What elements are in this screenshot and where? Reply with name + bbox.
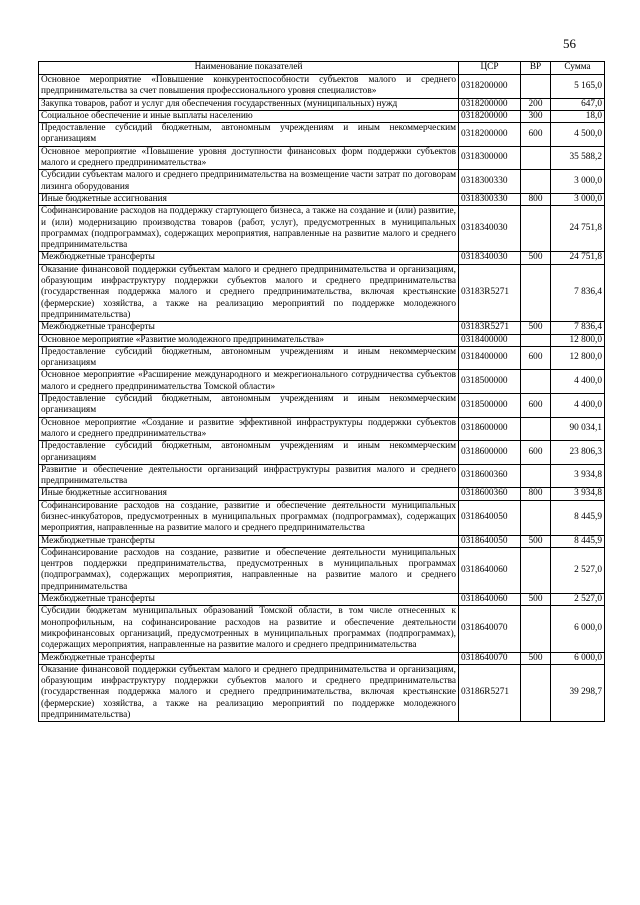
row-vr-cell (521, 206, 551, 252)
row-name-cell: Межбюджетные трансферты (39, 652, 459, 664)
row-name-cell: Социальное обеспечение и иные выплаты населению (39, 110, 459, 122)
row-vr-cell (521, 75, 551, 99)
row-vr-cell (521, 334, 551, 346)
table-row (39, 417, 605, 441)
row-csr-cell: 0318340030 (459, 252, 521, 264)
table-row (39, 652, 605, 664)
row-name-cell: Предоставление субсидий бюджетным, автономным учреждениям и иным некоммерческим организациям (39, 123, 459, 147)
row-name-cell: Закупка товаров, работ и услуг для обеспечения государственных (муниципальных) нужд (39, 98, 459, 110)
row-csr-cell: 0318640050 (459, 500, 521, 535)
row-sum-cell: 6 000,0 (551, 652, 605, 664)
table-body (39, 75, 605, 722)
row-sum-cell: 5 165,0 (551, 75, 605, 99)
row-vr-cell: 500 (521, 322, 551, 334)
table-row (39, 252, 605, 264)
row-sum-cell: 90 034,1 (551, 417, 605, 441)
row-csr-cell: 0318640060 (459, 594, 521, 606)
row-name-cell: Предоставление субсидий бюджетным, автономным учреждениям и иным некоммерческим организациям (39, 346, 459, 370)
header-vr: ВР (521, 62, 551, 75)
row-vr-cell (521, 500, 551, 535)
row-vr-cell (521, 417, 551, 441)
row-sum-cell: 2 527,0 (551, 594, 605, 606)
table-row (39, 170, 605, 194)
row-name-cell: Субсидии субъектам малого и среднего предпринимательства на возмещение части затрат по договорам лизинга оборудования (39, 170, 459, 194)
row-csr-cell: 0318600360 (459, 464, 521, 488)
row-sum-cell: 8 445,9 (551, 535, 605, 547)
row-name-cell: Софинансирование расходов на поддержку стартующего бизнеса, а также на создание и (или) развитие, и (или) модернизацию производства товаров (работ, услуг), предусмотренных в муниципальных программах (подпрограммах), содержащих мероприятия, направленные на развитие малого и среднего предпринимательства (39, 206, 459, 252)
row-csr-cell: 0318300000 (459, 146, 521, 170)
table-row (39, 464, 605, 488)
table-header-row (39, 62, 605, 75)
row-csr-cell: 0318400000 (459, 346, 521, 370)
row-sum-cell: 3 000,0 (551, 193, 605, 205)
row-vr-cell: 500 (521, 252, 551, 264)
row-name-cell: Оказание финансовой поддержки субъектам малого и среднего предпринимательства и организациям, образующим инфраструктуру поддержки субъектов малого и среднего предпринимательства (государственная поддержка малого и среднего предпринимательства, включая крестьянские (фермерские) хозяйства, а также на реализацию мероприятий по поддержке молодежного предпринимательства) (39, 664, 459, 721)
row-sum-cell: 35 588,2 (551, 146, 605, 170)
row-csr-cell: 0318340030 (459, 206, 521, 252)
row-vr-cell: 600 (521, 441, 551, 465)
table-row (39, 394, 605, 418)
table-row (39, 606, 605, 652)
row-vr-cell: 500 (521, 535, 551, 547)
row-vr-cell (521, 547, 551, 593)
row-csr-cell: 03183R5271 (459, 322, 521, 334)
table-row (39, 500, 605, 535)
row-name-cell: Оказание финансовой поддержки субъектам малого и среднего предпринимательства и организациям, образующим инфраструктуру поддержки субъектов малого и среднего предпринимательства (государственная поддержка малого и среднего предпринимательства, включая крестьянские (фермерские) хозяйства, а также на реализацию мероприятий по поддержке молодежного предпринимательства) (39, 264, 459, 321)
row-csr-cell: 0318200000 (459, 123, 521, 147)
table-row (39, 98, 605, 110)
row-name-cell: Межбюджетные трансферты (39, 252, 459, 264)
row-csr-cell: 0318200000 (459, 110, 521, 122)
header-sum: Сумма (551, 62, 605, 75)
row-vr-cell (521, 464, 551, 488)
row-vr-cell (521, 370, 551, 394)
row-csr-cell: 0318600360 (459, 488, 521, 500)
row-sum-cell: 7 836,4 (551, 322, 605, 334)
row-csr-cell: 0318600000 (459, 441, 521, 465)
row-csr-cell: 0318600000 (459, 417, 521, 441)
header-csr: ЦСР (459, 62, 521, 75)
row-name-cell: Межбюджетные трансферты (39, 322, 459, 334)
table-row (39, 322, 605, 334)
table-row (39, 547, 605, 593)
table-row (39, 535, 605, 547)
row-csr-cell: 0318640070 (459, 606, 521, 652)
header-name: Наименование показателей (39, 62, 459, 75)
row-name-cell: Иные бюджетные ассигнования (39, 193, 459, 205)
row-csr-cell: 0318200000 (459, 75, 521, 99)
row-vr-cell (521, 264, 551, 321)
row-csr-cell: 03183R5271 (459, 264, 521, 321)
row-sum-cell: 8 445,9 (551, 500, 605, 535)
row-sum-cell: 24 751,8 (551, 206, 605, 252)
row-name-cell: Основное мероприятие «Расширение международного и межрегионального сотрудничества субъектов малого и среднего предпринимательства Томской области» (39, 370, 459, 394)
row-csr-cell: 0318400000 (459, 334, 521, 346)
row-name-cell: Предоставление субсидий бюджетным, автономным учреждениям и иным некоммерческим организациям (39, 441, 459, 465)
row-sum-cell: 6 000,0 (551, 606, 605, 652)
row-vr-cell: 500 (521, 652, 551, 664)
row-csr-cell: 0318200000 (459, 98, 521, 110)
row-name-cell: Основное мероприятие «Создание и развитие эффективной инфраструктуры поддержки субъектов малого и среднего предпринимательства» (39, 417, 459, 441)
table-row (39, 346, 605, 370)
row-sum-cell: 3 934,8 (551, 464, 605, 488)
table-row (39, 206, 605, 252)
table-row (39, 75, 605, 99)
table-row (39, 334, 605, 346)
table-row (39, 146, 605, 170)
table-row (39, 110, 605, 122)
row-vr-cell: 200 (521, 98, 551, 110)
row-sum-cell: 3 934,8 (551, 488, 605, 500)
row-sum-cell: 2 527,0 (551, 547, 605, 593)
row-sum-cell: 4 400,0 (551, 370, 605, 394)
row-name-cell: Основное мероприятие «Повышение уровня доступности финансовых форм поддержки субъектов малого и среднего предпринимательства» (39, 146, 459, 170)
row-csr-cell: 0318300330 (459, 170, 521, 194)
row-vr-cell: 600 (521, 123, 551, 147)
budget-table (38, 61, 605, 722)
row-sum-cell: 647,0 (551, 98, 605, 110)
row-sum-cell: 7 836,4 (551, 264, 605, 321)
row-sum-cell: 39 298,7 (551, 664, 605, 721)
row-vr-cell: 800 (521, 488, 551, 500)
row-csr-cell: 0318500000 (459, 394, 521, 418)
row-vr-cell: 800 (521, 193, 551, 205)
row-sum-cell: 3 000,0 (551, 170, 605, 194)
row-name-cell: Иные бюджетные ассигнования (39, 488, 459, 500)
row-name-cell: Развитие и обеспечение деятельности организаций инфраструктуры развития малого и среднего предпринимательства (39, 464, 459, 488)
table-row (39, 193, 605, 205)
table-row (39, 123, 605, 147)
row-name-cell: Основное мероприятие «Развитие молодежного предпринимательства» (39, 334, 459, 346)
table-row (39, 488, 605, 500)
row-name-cell: Предоставление субсидий бюджетным, автономным учреждениям и иным некоммерческим организациям (39, 394, 459, 418)
table-row (39, 664, 605, 721)
row-vr-cell: 600 (521, 346, 551, 370)
row-name-cell: Софинансирование расходов на создание, развитие и обеспечение деятельности муниципальных бизнес-инкубаторов, предусмотренных в муниципальных программах (подпрограммах), содержащих мероприятия, направленные на развитие малого и среднего предпринимательства (39, 500, 459, 535)
row-sum-cell: 12 800,0 (551, 334, 605, 346)
row-sum-cell: 24 751,8 (551, 252, 605, 264)
table-row (39, 264, 605, 321)
row-sum-cell: 4 500,0 (551, 123, 605, 147)
row-vr-cell: 500 (521, 594, 551, 606)
row-vr-cell: 600 (521, 394, 551, 418)
row-csr-cell: 0318640070 (459, 652, 521, 664)
row-sum-cell: 23 806,3 (551, 441, 605, 465)
row-sum-cell: 12 800,0 (551, 346, 605, 370)
row-vr-cell (521, 606, 551, 652)
row-sum-cell: 18,0 (551, 110, 605, 122)
page-number: 56 (563, 36, 576, 51)
row-vr-cell (521, 146, 551, 170)
table-row (39, 370, 605, 394)
row-name-cell: Основное мероприятие «Повышение конкурентоспособности субъектов малого и среднего предпринимательства за счет повышения профессионального уровня специалистов» (39, 75, 459, 99)
row-csr-cell: 0318300330 (459, 193, 521, 205)
table-row (39, 441, 605, 465)
row-name-cell: Межбюджетные трансферты (39, 535, 459, 547)
row-vr-cell (521, 664, 551, 721)
row-csr-cell: 0318640050 (459, 535, 521, 547)
table-row (39, 594, 605, 606)
row-name-cell: Межбюджетные трансферты (39, 594, 459, 606)
row-csr-cell: 0318640060 (459, 547, 521, 593)
row-vr-cell (521, 170, 551, 194)
row-csr-cell: 0318500000 (459, 370, 521, 394)
row-vr-cell: 300 (521, 110, 551, 122)
row-name-cell: Софинансирование расходов на создание, развитие и обеспечение деятельности муниципальных центров поддержки предпринимательства, предусмотренных в муниципальных программах (подпрограммах), содержащих мероприятия, направленные на развитие малого и среднего предпринимательства (39, 547, 459, 593)
row-sum-cell: 4 400,0 (551, 394, 605, 418)
row-csr-cell: 03186R5271 (459, 664, 521, 721)
row-name-cell: Субсидии бюджетам муниципальных образований Томской области, в том числе отнесенных к монопрофильным, на софинансирование расходов на развитие и обеспечение деятельности микрофинансовых организаций, предусмотренных в муниципальных программах (подпрограммах), содержащих мероприятия, направленные на развитие малого и среднего предпринимательства (39, 606, 459, 652)
